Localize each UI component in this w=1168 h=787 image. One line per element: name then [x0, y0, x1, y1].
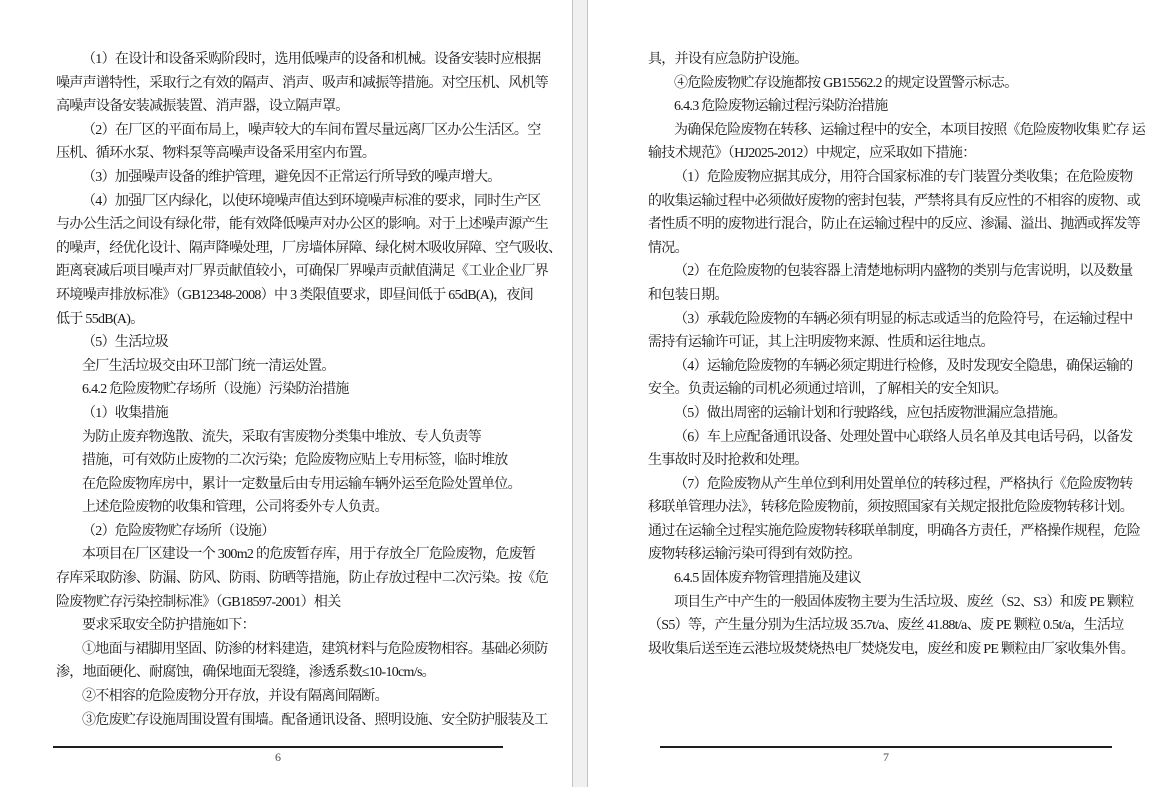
text-line: 输技术规范》（HJ2025-2012）中规定，应采取如下措施： — [648, 146, 976, 162]
text-line: （1）收集措施 — [82, 405, 169, 421]
text-line: （6）车上应配备通讯设备、处理处置中心联络人员名单及其电话号码，以备发 — [674, 429, 1133, 445]
text-line: 生事故时及时抢救和处理。 — [648, 453, 808, 469]
text-line: 6.4.5 固体废弃物管理措施及建议 — [674, 571, 861, 587]
text-line: （7）危险废物从产生单位到利用处置单位的转移过程，严格执行《危险废物转 — [674, 476, 1133, 492]
text-line: （3）加强噪声设备的维护管理，避免因不正常运行所导致的噪声增大。 — [82, 169, 501, 185]
text-line: 渗，地面硬化、耐腐蚀，确保地面无裂缝，渗透系数≤10-10cm/s。 — [56, 665, 435, 681]
text-line: （2）在危险废物的包装容器上清楚地标明内盛物的类别与危害说明，以及数量 — [674, 264, 1133, 280]
text-line: 存库采取防渗、防漏、防风、防雨、防晒等措施，防止存放过程中二次污染。按《危 — [56, 571, 549, 587]
text-line: 距离衰减后项目噪声对厂界贡献值较小，可确保厂界噪声贡献值满足《工业企业厂界 — [56, 264, 549, 280]
text-line: 上述危险废物的收集和管理，公司将委外专人负责。 — [82, 500, 388, 516]
text-line: （4）运输危险废物的车辆必须定期进行检修，及时发现安全隐患，确保运输的 — [674, 358, 1133, 374]
text-line: （3）承载危险废物的车辆必须有明显的标志或适当的危险符号，在运输过程中 — [674, 311, 1133, 327]
text-line: 废物转移运输污染可得到有效防控。 — [648, 547, 861, 563]
text-line: 为防止废弃物逸散、流失，采取有害废物分类集中堆放、专人负责等 — [82, 429, 481, 445]
page-number: 7 — [883, 750, 889, 764]
text-line: 环境噪声排放标准》（GB12348-2008）中 3 类限值要求，即昼间低于 65dB(A)，夜间 — [56, 287, 534, 303]
footer-rule — [53, 746, 503, 748]
text-line: （S5）等，产生量分别为生活垃圾 35.7t/a、废丝 41.88t/a、废 PE 颗粒 0.5t/a，生活垃 — [648, 618, 1124, 634]
text-line: 情况。 — [648, 240, 688, 256]
text-line: 险废物贮存污染控制标准》（GB18597-2001）相关 — [56, 594, 341, 610]
text-line: 者性质不明的废物进行混合，防止在运输过程中的反应、渗漏、溢出、抛洒或挥发等 — [648, 217, 1141, 233]
text-line: （4）加强厂区内绿化，以使环境噪声值达到环境噪声标准的要求，同时生产区 — [82, 193, 541, 209]
text-line: 6.4.3 危险废物运输过程污染防治措施 — [674, 99, 888, 115]
text-line: 要求采取安全防护措施如下： — [82, 618, 255, 634]
text-line: 具，并设有应急防护设施。 — [648, 52, 808, 67]
page-6-text-column — [56, 48, 562, 732]
text-line: 安全。负责运输的司机必须通过培训，了解相关的安全知识。 — [648, 382, 1008, 398]
text-line: （5）做出周密的运输计划和行驶路线，应包括废物泄漏应急措施。 — [674, 405, 1066, 421]
text-line: 噪声声谱特性，采取行之有效的隔声、消声、吸声和减振等措施。对空压机、风机等 — [56, 75, 549, 91]
text-line: 在危险废物库房中，累计一定数量后由专用运输车辆外运至危险处置单位。 — [82, 476, 521, 492]
text-line: ③危废贮存设施周围设置有围墙。配备通讯设备、照明设施、安全防护服装及工 — [82, 712, 548, 728]
text-line: 压机、循环水泵、物料泵等高噪声设备采用室内布置。 — [56, 146, 376, 162]
page-7-text-column — [648, 48, 1148, 661]
text-line: 本项目在厂区建设一个 300m2 的危废暂存库，用于存放全厂危险废物，危废暂 — [82, 547, 536, 563]
footer-rule — [660, 746, 1112, 748]
text-line: 与办公生活之间设有绿化带，能有效降低噪声对办公区的影响。对于上述噪声源产生 — [56, 217, 549, 233]
text-line: 的收集运输过程中必须做好废物的密封包装，严禁将具有反应性的不相容的废物、或 — [648, 193, 1141, 209]
text-line: （2）危险废物贮存场所（设施） — [82, 523, 275, 539]
document-page-6 — [0, 0, 572, 787]
text-line: 移联单管理办法》，转移危险废物前，须按照国家有关规定报批危险废物转移计划。 — [648, 500, 1134, 516]
text-line: ①地面与裙脚用坚固、防渗的材料建造，建筑材料与危险废物相容。基础必须防 — [82, 641, 548, 657]
page-number: 6 — [275, 750, 281, 764]
text-line: （1）在设计和设备采购阶段时，选用低噪声的设备和机械。设备安装时应根据 — [82, 52, 541, 67]
text-line: ②不相容的危险废物分开存放，并设有隔离间隔断。 — [82, 689, 388, 705]
text-line: 通过在运输全过程实施危险废物转移联单制度，明确各方责任，严格操作规程，危险 — [648, 523, 1141, 539]
text-line: 措施，可有效防止废物的二次污染；危险废物应贴上专用标签，临时堆放 — [82, 453, 508, 469]
text-line: 和包装日期。 — [648, 287, 728, 303]
text-line: 高噪声设备安装减振装置、消声器，设立隔声罩。 — [56, 99, 349, 115]
text-line: （1）危险废物应据其成分，用符合国家标准的专门装置分类收集；在危险废物 — [674, 169, 1133, 185]
text-line: 全厂生活垃圾交由环卫部门统一清运处置。 — [82, 358, 335, 374]
text-line: 项目生产中产生的一般固体废物主要为生活垃圾、废丝（S2、S3）和废 PE 颗粒 — [674, 594, 1134, 610]
text-line: （2）在厂区的平面布局上，噪声较大的车间布置尽量远离厂区办公生活区。空 — [82, 122, 541, 138]
text-line: 的噪声，经优化设计、隔声降噪处理，厂房墙体屏障、绿化树木吸收屏障、空气吸收、 — [56, 240, 562, 256]
text-line: 需持有运输许可证，其上注明废物来源、性质和运往地点。 — [648, 335, 994, 351]
text-line: （5）生活垃圾 — [82, 335, 169, 351]
document-page-7 — [588, 0, 1168, 787]
text-line: ④危险废物贮存设施都按 GB15562.2 的规定设置警示标志。 — [674, 75, 1018, 91]
text-line: 为确保危险废物在转移、运输过程中的安全，本项目按照《危险废物收集 贮存 运 — [674, 122, 1146, 138]
page-gap-divider — [572, 0, 588, 787]
text-line: 圾收集后送至连云港垃圾焚烧热电厂焚烧发电，废丝和废 PE 颗粒由厂家收集外售。 — [648, 641, 1135, 657]
text-line: 6.4.2 危险废物贮存场所（设施）污染防治措施 — [82, 382, 349, 398]
text-line: 低于 55dB(A)。 — [56, 311, 144, 327]
